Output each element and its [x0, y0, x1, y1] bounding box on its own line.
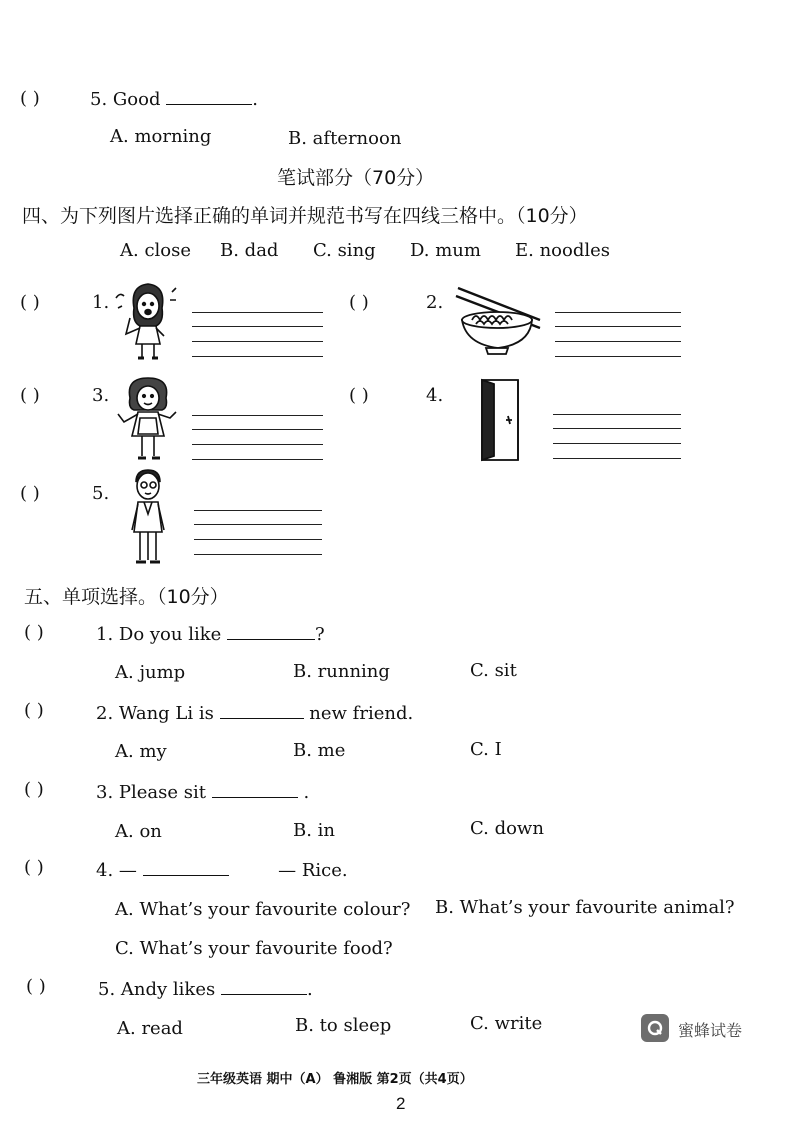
option-a: A. morning — [110, 126, 212, 147]
question-text — [96, 702, 413, 724]
option-a: A. What’s your favourite colour? — [115, 899, 411, 920]
answer-paren[interactable]: ( ) — [24, 779, 44, 800]
answer-paren[interactable]: ( ) — [20, 385, 40, 406]
option-a: A. jump — [115, 662, 186, 683]
option-c: C. sit — [470, 660, 517, 681]
answer-paren[interactable]: ( ) — [20, 483, 40, 504]
option-b: B. running — [293, 661, 390, 682]
question-post: ? — [315, 624, 325, 645]
answer-paren[interactable]: ( ) — [20, 292, 40, 313]
question-pre: 1. Do you like — [96, 624, 222, 645]
watermark-logo-icon — [641, 1014, 669, 1042]
question-text — [98, 978, 313, 1000]
question-pre: 2. Wang Li is — [96, 703, 214, 724]
writing-lines[interactable] — [192, 312, 323, 358]
writing-lines[interactable] — [194, 510, 322, 556]
question-text — [96, 859, 348, 881]
question-post: . — [306, 979, 313, 1000]
section5-title: 五、单项选择。（10分） — [24, 586, 229, 608]
word-option: E. noodles — [515, 240, 611, 261]
answer-paren[interactable]: ( ) — [26, 976, 46, 997]
answer-paren[interactable]: ( ) — [24, 700, 44, 721]
question-text — [96, 623, 325, 645]
question-pre: 5. Andy likes — [98, 979, 216, 1000]
item-number: 2. — [426, 292, 444, 313]
page-footer: 三年级英语 期中（A） 鲁湘版 第2页（共4页） — [197, 1072, 473, 1087]
question-pre: 3. Please sit — [96, 782, 206, 803]
noodle-bowl-icon — [452, 284, 544, 356]
option-b: B. afternoon — [288, 128, 402, 149]
question-post: . — [303, 782, 310, 803]
option-b: B. me — [293, 740, 346, 761]
option-b: B. to sleep — [295, 1015, 392, 1036]
answer-blank[interactable] — [220, 702, 304, 719]
question-label: 5. Good — [90, 89, 161, 110]
answer-paren[interactable]: ( ) — [349, 385, 369, 406]
option-a: A. my — [115, 741, 167, 762]
item-number: 5. — [92, 483, 110, 504]
option-c: C. write — [470, 1013, 543, 1034]
writing-lines[interactable] — [555, 312, 681, 358]
option-c: C. I — [470, 739, 502, 760]
option-c: C. What’s your favourite food? — [115, 938, 393, 959]
option-c: C. down — [470, 818, 544, 839]
written-part-title: 笔试部分（70分） — [277, 167, 435, 189]
writing-lines[interactable] — [192, 415, 323, 461]
answer-blank[interactable] — [221, 978, 307, 995]
question-text — [90, 88, 258, 110]
answer-paren[interactable]: ( ) — [24, 857, 44, 878]
question-tail: . — [252, 89, 258, 110]
answer-paren[interactable]: ( ) — [349, 292, 369, 313]
answer-blank[interactable] — [227, 623, 315, 640]
option-b: B. in — [293, 820, 336, 841]
question-post: new friend. — [309, 703, 414, 724]
word-option: A. close — [120, 240, 192, 261]
answer-blank[interactable] — [166, 88, 252, 105]
answer-paren[interactable]: ( ) — [24, 622, 44, 643]
answer-blank[interactable] — [143, 859, 229, 876]
option-b: B. What’s your favourite animal? — [435, 897, 735, 918]
option-a: A. read — [117, 1018, 183, 1039]
writing-lines[interactable] — [553, 414, 681, 460]
answer-paren[interactable]: ( ) — [20, 88, 40, 109]
question-text — [96, 781, 309, 803]
girl-singing-icon — [110, 278, 186, 364]
option-a: A. on — [115, 821, 162, 842]
mum-icon — [112, 374, 186, 464]
item-number: 4. — [426, 385, 444, 406]
question-post: — Rice. — [278, 860, 348, 881]
item-number: 3. — [92, 385, 110, 406]
answer-blank[interactable] — [212, 781, 298, 798]
dad-icon — [124, 468, 172, 568]
word-option: B. dad — [220, 240, 279, 261]
page-number: 2 — [396, 1094, 406, 1113]
word-option: D. mum — [410, 240, 481, 261]
watermark-text: 蜜蜂试卷 — [678, 1021, 743, 1040]
section4-title: 四、为下列图片选择正确的单词并规范书写在四线三格中。（10分） — [22, 205, 588, 227]
door-icon — [476, 376, 526, 462]
word-option: C. sing — [313, 240, 376, 261]
item-number: 1. — [92, 292, 110, 313]
question-pre: 4. — — [96, 860, 137, 881]
